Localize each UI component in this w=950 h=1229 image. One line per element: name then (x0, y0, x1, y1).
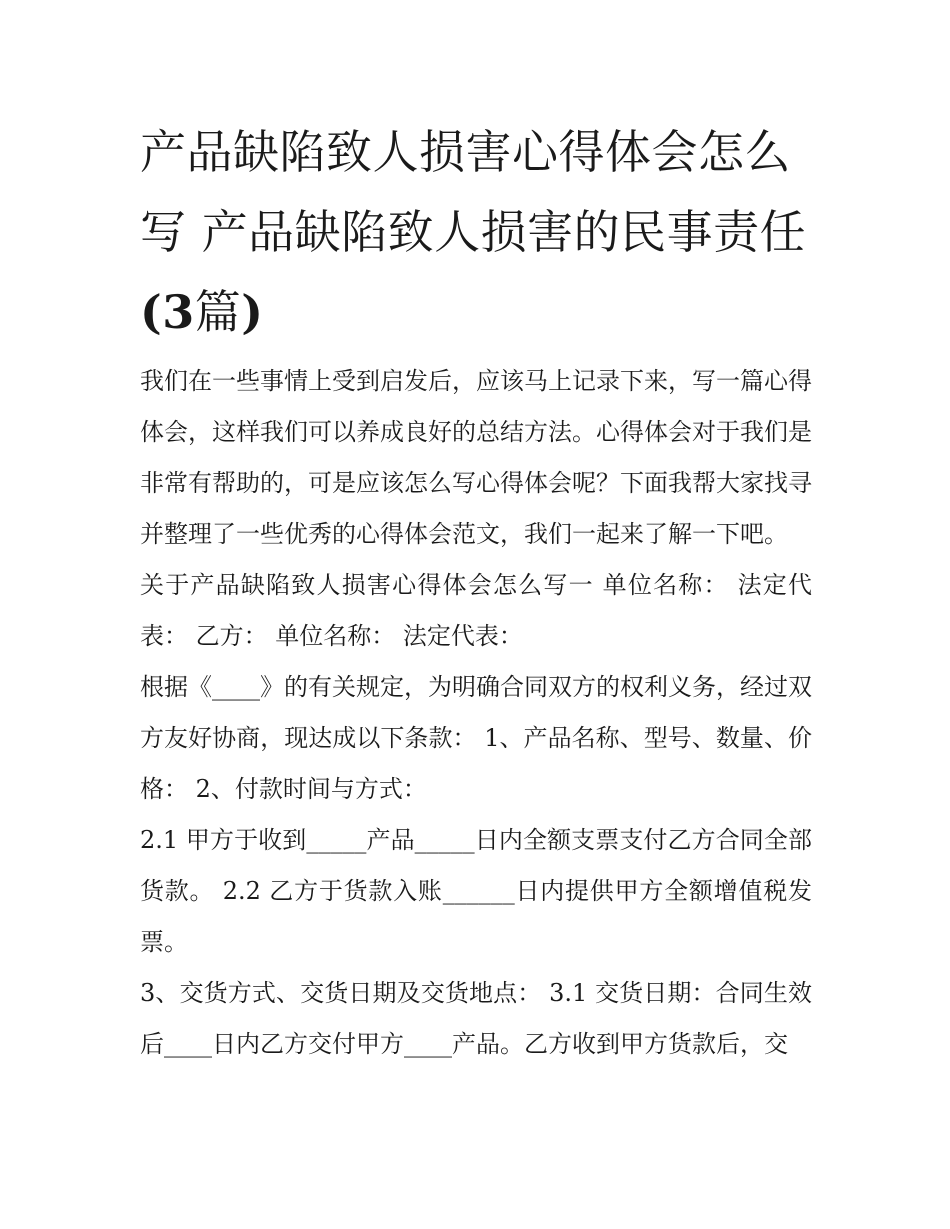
title-text: 产品缺陷致人损害心得体会怎么写 产品缺陷致人损害的民事责任 (140, 125, 807, 259)
title-unit: 篇 (194, 285, 242, 339)
paragraph-payment: 2.1 甲方于收到_____产品_____日内全额支票支付乙方合同全部货款。 2.2 乙方于货款入账______日内提供甲方全额增值税发票。 (140, 826, 812, 956)
title-count: (3 (140, 285, 195, 339)
paragraph-intro: 我们在一些事情上受到启发后，应该马上记录下来，写一篇心得体会，这样我们可以养成良好的总结方法。心得体会对于我们是非常有帮助的，可是应该怎么写心得体会呢？下面我帮大家找寻并整理了一些优秀的心得体会范文，我们一起来了解一下吧。 (140, 367, 812, 548)
paragraph-parties: 关于产品缺陷致人损害心得体会怎么写一 单位名称： 法定代表： 乙方： 单位名称： 法定代表： (140, 571, 812, 650)
title-paren-close: ) (241, 285, 264, 339)
paragraph-delivery: 3、交货方式、交货日期及交货地点： 3.1 交货日期：合同生效后____日内乙方交付甲方____产品。乙方收到甲方货款后，交 (140, 979, 812, 1058)
document-page (140, 112, 812, 1070)
paragraph-terms: 根据《____》的有关规定，为明确合同双方的权利义务，经过双方友好协商，现达成以下条款： 1、产品名称、型号、数量、价格： 2、付款时间与方式： (140, 673, 812, 803)
document-title (140, 112, 812, 352)
